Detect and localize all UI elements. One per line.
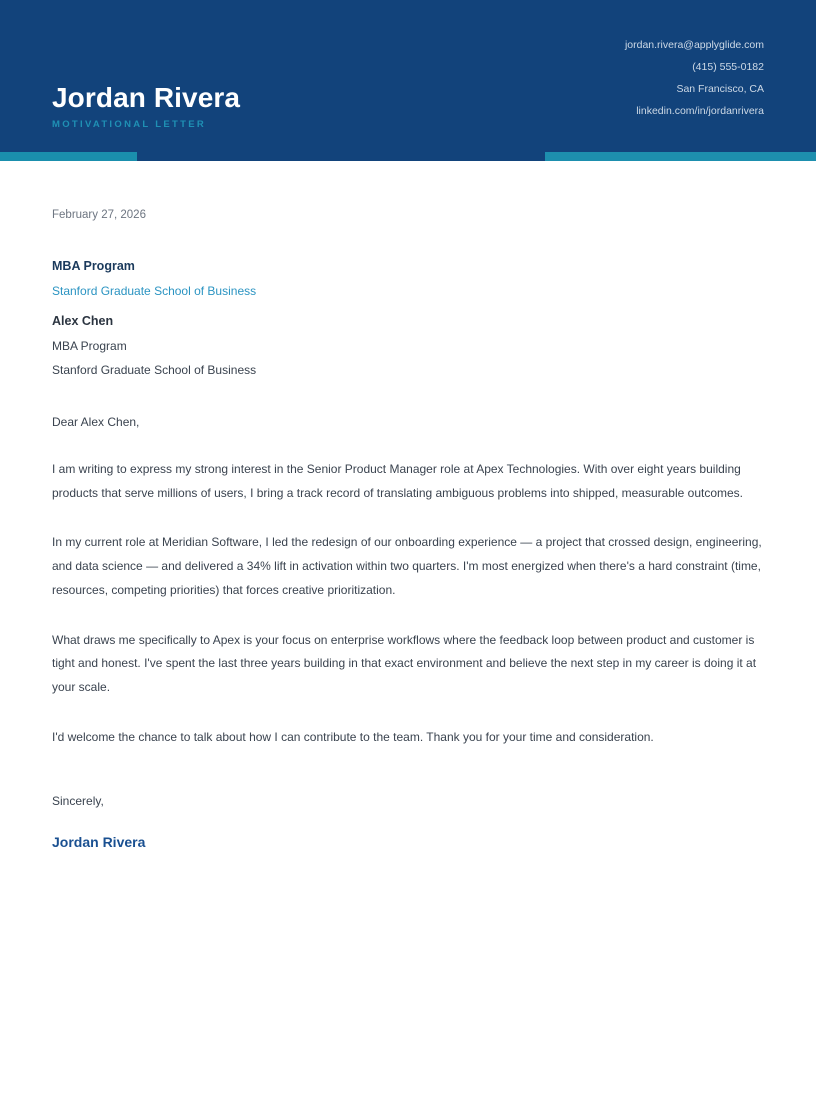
recipient-school: Stanford Graduate School of Business xyxy=(52,283,257,298)
body-paragraph: In my current role at Meridian Software, I led the redesign of our onboarding experience — a project that crossed design, engineering, and data science — and delivered a 34% lift in activation within two quarters. I'm most energized when there's a hard constraint (time, resources, competing priorities) that forces creative prioritization. xyxy=(52,535,762,597)
letter-body xyxy=(0,207,816,852)
header-inner xyxy=(52,0,764,152)
accent-bar-segment-right xyxy=(545,152,816,161)
contact-block xyxy=(625,34,764,122)
document-subtitle: MOTIVATIONAL LETTER xyxy=(52,119,206,130)
recipient-organization: MBA Program xyxy=(52,259,135,274)
body-paragraph: I'd welcome the chance to talk about how I can contribute to the team. Thank you for your time and consideration. xyxy=(52,729,654,744)
body-paragraph: I am writing to express my strong interest in the Senior Product Manager role at Apex Technologies. With over eight years building products that serve millions of users, I bring a track record of translating ambiguous problems into shipped, measurable outcomes. xyxy=(52,461,744,500)
closing-line: Sincerely, xyxy=(52,793,104,808)
recipient-detail-program: MBA Program xyxy=(52,338,127,353)
letter-date: February 27, 2026 xyxy=(52,209,146,221)
contact-location: San Francisco, CA xyxy=(676,83,764,95)
accent-bar-segment-middle xyxy=(137,152,545,161)
contact-email[interactable]: jordan.rivera@applyglide.com xyxy=(624,39,764,51)
accent-bar xyxy=(0,152,816,161)
header-identity xyxy=(52,83,240,130)
recipient-name: Alex Chen xyxy=(52,313,114,328)
salutation: Dear Alex Chen, xyxy=(52,414,140,429)
accent-bar-segment-left xyxy=(0,152,137,161)
letter-header xyxy=(0,0,816,152)
recipient-block xyxy=(52,257,764,379)
contact-phone[interactable]: (415) 555-0182 xyxy=(692,61,764,73)
signature-name: Jordan Rivera xyxy=(52,833,146,850)
contact-linkedin[interactable]: linkedin.com/in/jordanrivera xyxy=(636,105,764,117)
recipient-detail-school: Stanford Graduate School of Business xyxy=(52,362,257,377)
sender-name: Jordan Rivera xyxy=(52,81,241,113)
body-paragraph: What draws me specifically to Apex is your focus on enterprise workflows where the feedback loop between product and customer is tight and honest. I've spent the last three years building in that exact environment and believe the next step in my career is doing it at your scale. xyxy=(52,632,757,695)
